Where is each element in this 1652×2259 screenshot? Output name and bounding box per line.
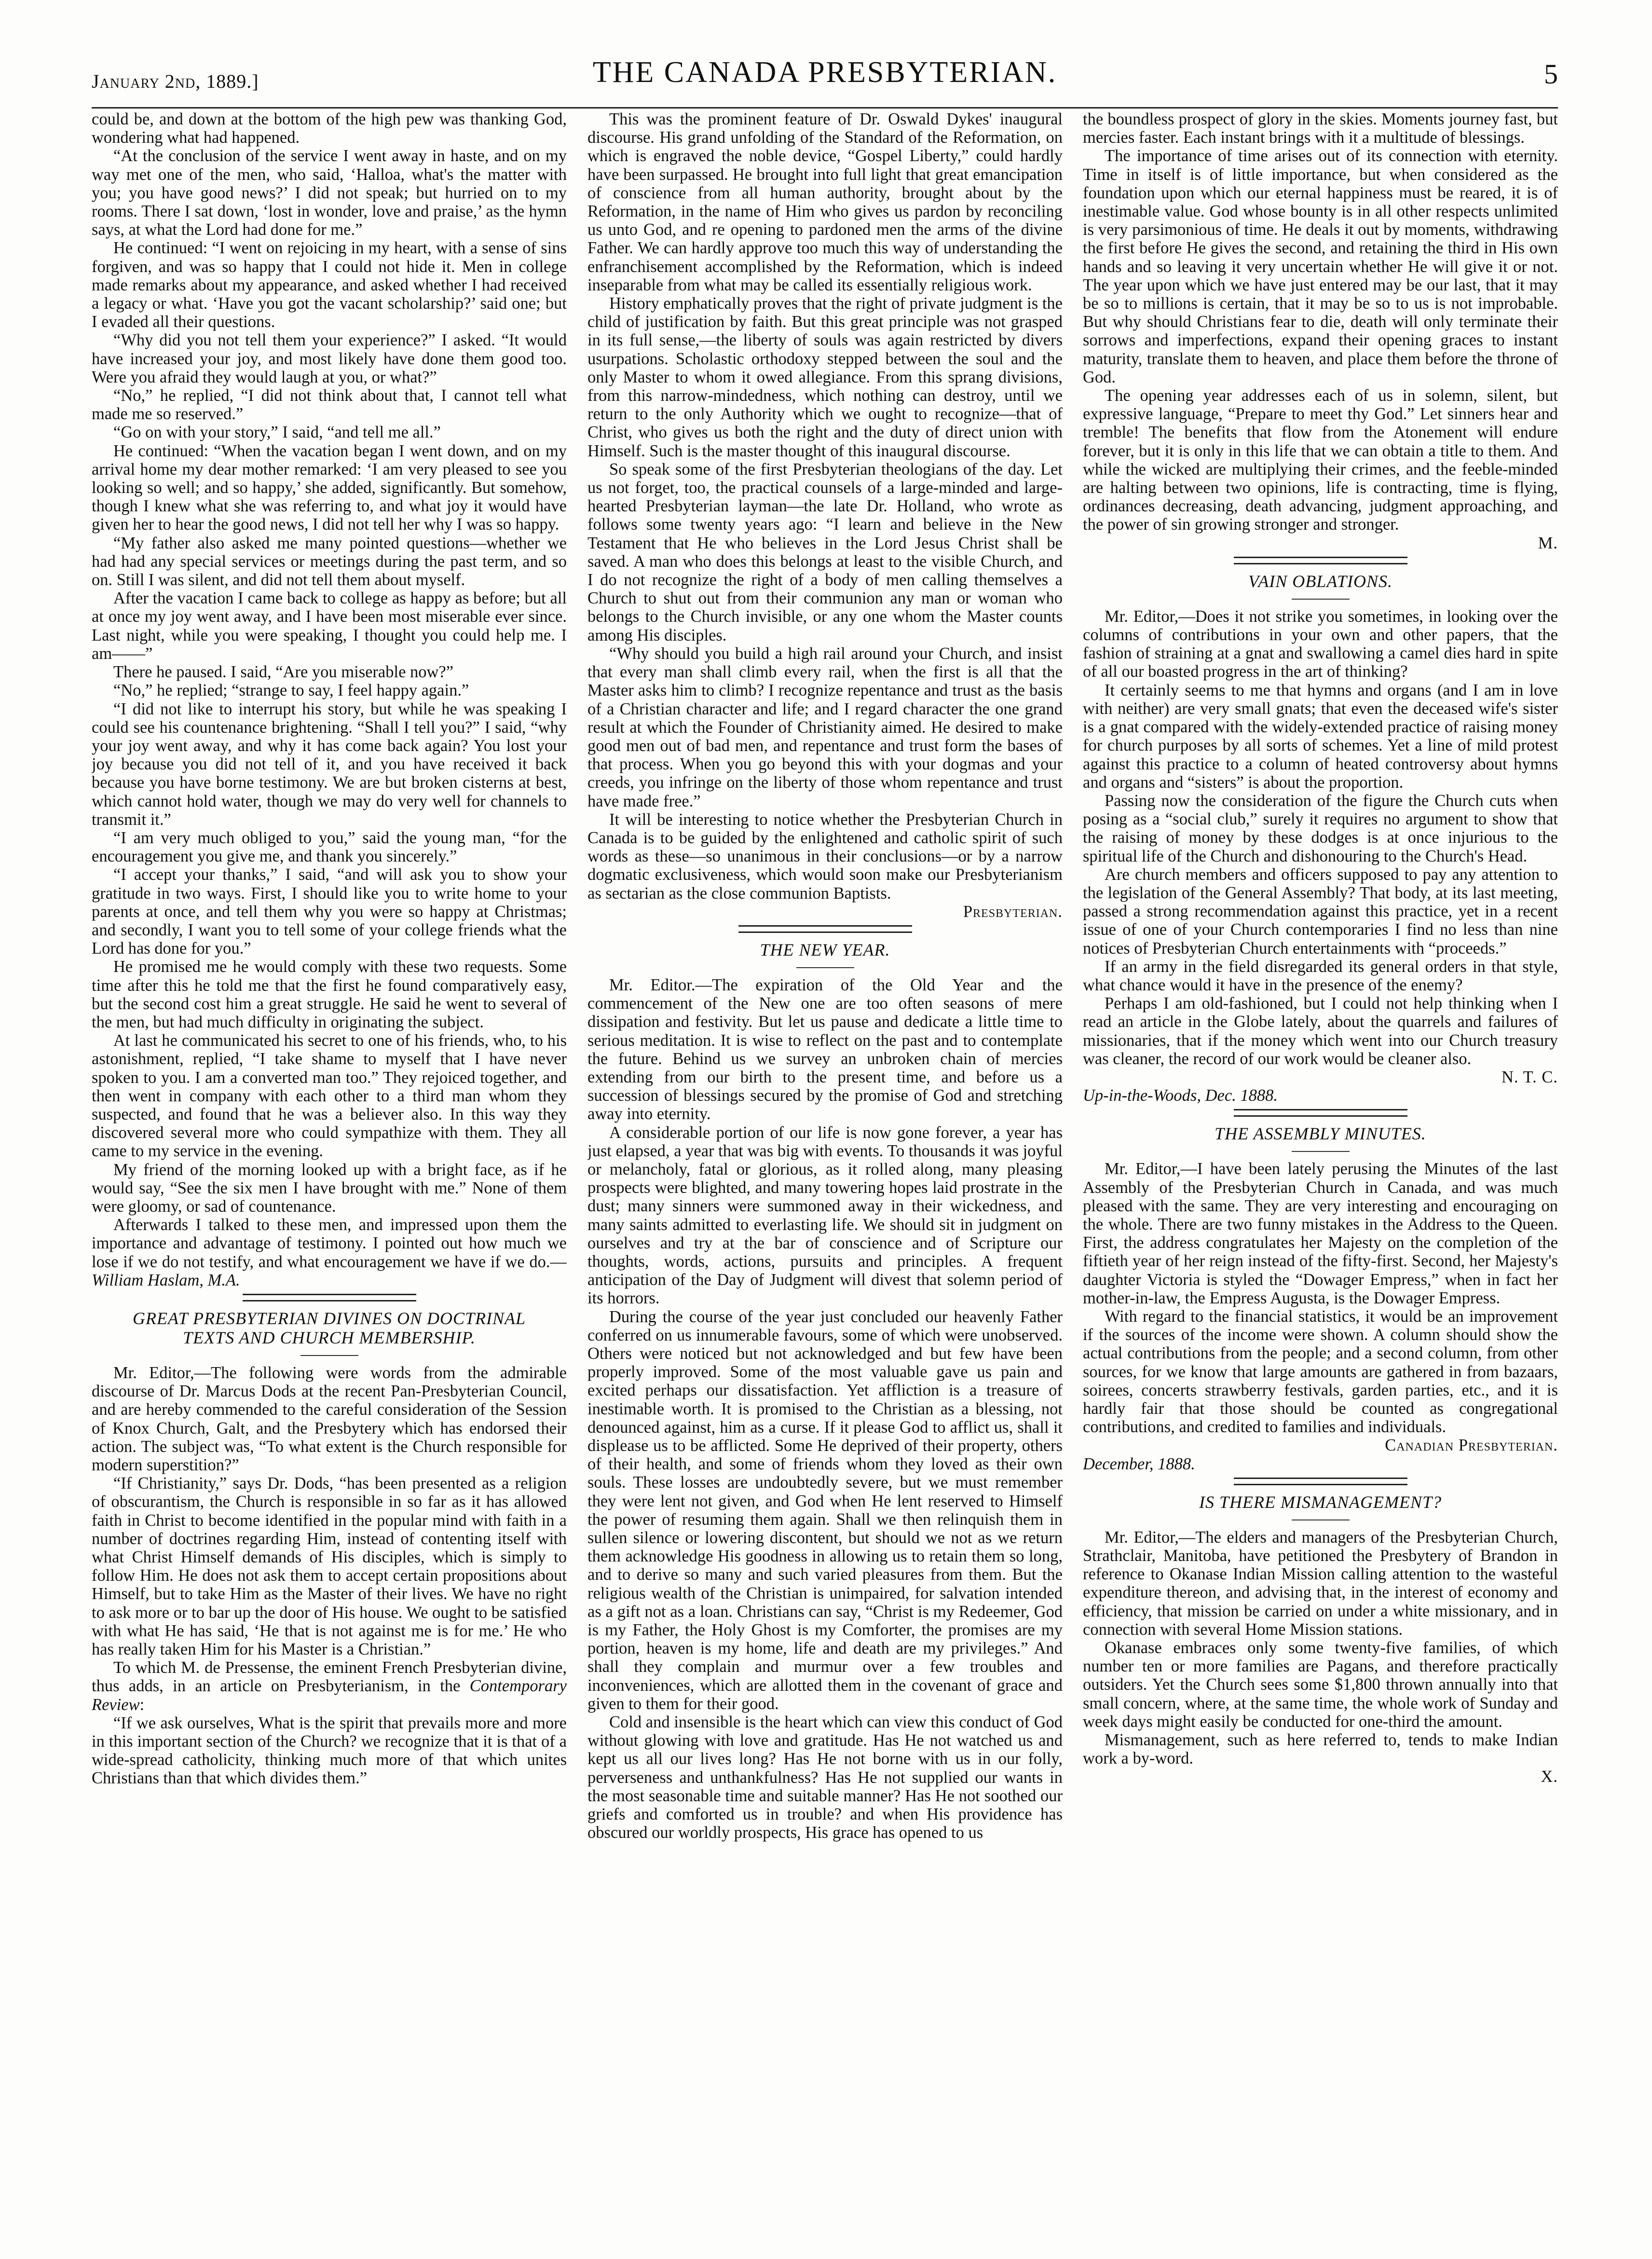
paragraph: To which M. de Pressense, the eminent French Presbyterian divine, thus adds, in an article on Presbyterianism, in the Contemporary Review: — [92, 1658, 567, 1714]
section-separator — [1083, 1105, 1558, 1121]
paragraph: Mr. Editor.—The expiration of the Old Year and the commencement of the New one are too often seasons of mere dissipation and festivity. But let us pause and dedicate a little time to serious meditation. It is wise to reflect on the past and to contemplate the future. Behind us we survey an unbroken chain of mercies extending from our birth to the present time, and before us a succession of blessings secured by the promise of God and stretching away into eternity. — [587, 975, 1063, 1123]
paragraph: If an army in the field disregarded its general orders in that style, what chance would it have in the presence of the enemy? — [1083, 957, 1558, 994]
paragraph: Okanase embraces only some twenty-five families, of which number ten or more families are Pagans, and therefore practically outsiders. Yet the Church sees some $1,800 thrown annually into that small concern, where, at the same time, the whole work of Sunday and week days might easily be conducted for one-third the amount. — [1083, 1639, 1558, 1731]
author-signature: X. — [1541, 1767, 1558, 1786]
paragraph: It certainly seems to me that hymns and organs (and I am in love with neither) are very small gnats; that even the deceased wife's sister is a gnat compared with the widely-extended practice of raising money for church purposes by all sorts of schemes. Yet a line of mild protest against this practice to a column of heated controversy about hymns and organs and “sisters” is about the proportion. — [1083, 681, 1558, 792]
paragraph: The importance of time arises out of its connection with eternity. Time in itself is of little importance, but when considered as the foundation upon which our eternal happiness must be reared, it is of inestimable value. God whose bounty is in all other respects unlimited is very parsimonious of time. He deals it out by moments, withdrawing the first before He gives the second, and retaining the third in His own hands and so leaving it very uncertain whether He will give it or not. The year upon which we have just entered may be our last, that it may be so to millions is certain, that it may be so to us is not improbable. But why should Christians fear to die, death will only terminate their sorrows and imperfections, expand their opening graces to instant maturity, translate them to heaven, and place them before the throne of God. — [1083, 147, 1558, 386]
article-heading: THE ASSEMBLY MINUTES. — [1215, 1124, 1426, 1144]
paragraph: “If Christianity,” says Dr. Dods, “has been presented as a religion of obscurantism, the Church is responsible in so far as it has allowed faith in Christ to become identified in the popular mind with faith in a number of doctrines regarding Him, instead of contenting itself with what Christ Himself demands of His disciples, which is simply to follow Him. He does not ask them to accept certain propositions about Himself, but to take Him as the Master of their lives. We have no right to ask more or to bar up the door of His house. We ought to be satisfied with what He has said, ‘He that is not against me is for me.’ He who has really taken Him for his Master is a Christian.” — [92, 1474, 567, 1659]
dateline: December, 1888. — [1083, 1454, 1195, 1473]
author-signature: William Haslam, M.A. — [92, 1271, 240, 1289]
author-signature: N. T. C. — [1502, 1068, 1558, 1086]
paragraph: “Why did you not tell them your experience?” I asked. “It would have increased your joy, and most likely have done them good too. Were you afraid they would laugh at you, or what?” — [92, 331, 567, 386]
paragraph: Perhaps I am old-fashioned, but I could not help thinking when I read an article in the Globe lately, about the quarrels and failures of missionaries, that if the money which went into our Church treasury was cleaner, the record of our work would be cleaner also. — [1083, 994, 1558, 1068]
paragraph: Mismanagement, such as here referred to, tends to make Indian work a by-word. — [1083, 1731, 1558, 1768]
paragraph-text: To which M. de Pressense, the eminent French Presbyterian divine, thus adds, in an article on Presbyterianism, in the — [92, 1658, 567, 1696]
paragraph: This was the prominent feature of Dr. Oswald Dykes' inaugural discourse. His grand unfolding of the Standard of the Reformation, on which is engraved the noble device, “Gospel Liberty,” could hardly have been surpassed. He brought into full light that great emancipation of conscience from all human authority, brought about by the Reformation, in the name of Him who gives us pardon by reconciling us unto God, and re opening to pardoned men the arms of the divine Father. We can hardly approve too much this way of understanding the enfranchisement accomplished by the Reformation, which is indeed inseparable from what may be called its essentially religious work. — [587, 110, 1063, 294]
article-heading: VAIN OBLATIONS. — [1248, 571, 1393, 591]
paragraph: With regard to the financial statistics, it would be an improvement if the sources of the income were shown. A column should show the actual contributions from the people; and a second column, from other sources, for we know that large amounts are gathered in from bazaars, soirees, concerts strawberry festivals, garden parties, etc., and it is hardly fair that those should be counted as congregational contributions, and credited to families and individuals. — [1083, 1307, 1558, 1437]
paragraph: He promised me he would comply with these two requests. Some time after this he told me that the first he found comparatively easy, but the second cost him a great struggle. He said he went to several of the men, but had much difficulty in originating the subject. — [92, 958, 567, 1031]
paragraph: could be, and down at the bottom of the high pew was thanking God, wondering what had happened. — [92, 110, 567, 147]
heading-rule — [1083, 1517, 1558, 1523]
paragraph-text: Afterwards I talked to these men, and impressed upon them the importance and advantage of testimony. I pointed out how much we lose if we do not testify, and what encouragement we have if we do.— — [92, 1216, 567, 1271]
dateline: Up-in-the-Woods, Dec. 1888. — [1083, 1086, 1278, 1105]
paragraph: After the vacation I came back to college as happy as before; but all at once my joy went away, and I have been most miserable ever since. Last night, while you were speaking, I thought you could help me. I am——” — [92, 589, 567, 663]
paragraph: “I did not like to interrupt his story, but while he was speaking I could see his countenance brightening. “Shall I tell you?” I said, “why your joy went away, and why it has come back again? You lost your joy because you did not tell of it, and you have received it back because you have borne testimony. We are but broken cisterns at best, which cannot hold water, though we may do very well for channels to transmit it.” — [92, 699, 567, 829]
section-separator — [1083, 1473, 1558, 1490]
paragraph: “No,” he replied, “I did not think about that, I cannot tell what made me so reserved.” — [92, 386, 567, 424]
paragraph: “My father also asked me many pointed questions—whether we had had any special services or meetings during the past term, and so on. Still I was silent, and did not tell them about myself. — [92, 534, 567, 589]
paragraph — [92, 1216, 567, 1289]
paragraph: “I accept your thanks,” I said, “and will ask you to show your gratitude in two ways. First, I should like you to write home to your parents at once, and tell them why you were so happy at Christmas; and secondly, I want you to tell some of your college friends what the Lord has done for you.” — [92, 865, 567, 958]
paragraph: He continued: “When the vacation began I went down, and on my arrival home my dear mother remarked: ‘I am very pleased to see you looking so well; and so happy,’ she added, significantly. But somehow, though I knew what she was referring to, and what joy it would have given her to hear the good news, I did not tell her why I was so happy. — [92, 441, 567, 534]
paragraph: Are church members and officers supposed to pay any attention to the legislation of the General Assembly? That body, at its last meeting, passed a strong recommendation against this practice, yet in a recent issue of one of your Church contemporaries I find no less than nine notices of Presbyterian Church entertainments with “proceeds.” — [1083, 865, 1558, 958]
heading-rule — [1083, 1148, 1558, 1155]
heading-rule — [92, 1352, 567, 1359]
author-signature: M. — [1538, 534, 1558, 552]
paragraph: “No,” he replied; “strange to say, I feel happy again.” — [113, 681, 469, 700]
paragraph: “Why should you build a high rail around your Church, and insist that every man shall climb every rail, when the first is all that the Master asks him to climb? I recognize repentance and trust as the basis of a Christian character and life; and I regard character the one grand result at which the Founder of Christianity aimed. He desired to make good men out of bad men, and repentance and trust form the bases of that process. When you go beyond this with your dogmas and your creeds, you infringe on the liberty of those whom repentance and trust have made free.” — [587, 644, 1063, 810]
paragraph: “I am very much obliged to you,” said the young man, “for the encouragement you give me, and thank you sincerely.” — [92, 828, 567, 866]
paragraph: Mr. Editor,—The following were words from the admirable discourse of Dr. Marcus Dods at the recent Pan-Presbyterian Council, and are hereby commended to the careful consideration of the Session of Knox Church, Galt, and the Presbytery which has endorsed their action. The subject was, “To what extent is the Church responsible for modern superstition?” — [92, 1364, 567, 1475]
paragraph: “Go on with your story,” I said, “and tell me all.” — [113, 423, 441, 442]
paragraph: It will be interesting to notice whether the Presbyterian Church in Canada is to be guided by the enlightened and catholic spirit of such words as these—so unanimous in their conclusions—or by a narrow dogmatic exclusiveness, which would soon make our Presbyterianism as sectarian as the close communion Baptists. — [587, 810, 1063, 903]
paragraph: A considerable portion of our life is now gone forever, a year has just elapsed, a year that was big with events. To thousands it was joyful or melancholy, fatal or glorious, as it rolled along, many pleasing prospects were blighted, and many towering hopes laid prostrate in the dust; many sinners were summoned away in their wickedness, and many saints admitted to everlasting life. We should sit in judgment on ourselves and try at the bar of conscience and of Scripture our thoughts, words, actions, pursuits and principles. A frequent anticipation of the Day of Judgment will divest that solemn period of its horrors. — [587, 1123, 1063, 1308]
section-separator — [587, 921, 1063, 937]
paragraph: Cold and insensible is the heart which can view this conduct of God without glowing with love and gratitude. Has He not watched us and kept us all our lives long? Has He not borne with us in our folly, perverseness and unthankfulness? Has He not supplied our wants in the most seasonable time and suitable manner? Has He not soothed our griefs and comforted us in trouble? and when His providence has obscured our worldly prospects, His grace has opened to us — [587, 1713, 1063, 1842]
paragraph: Mr. Editor,—Does it not strike you sometimes, in looking over the columns of contributions in your own and other papers, that the fashion of straining at a gnat and swallowing a camel dies hard in spite of all our boasted progress in the art of thinking? — [1083, 607, 1558, 681]
paragraph: “If we ask ourselves, What is the spirit that prevails more and more in this important section of the Church? we recognize that it is that of a wide-spread catholicity, thinking much more of that which unites Christians than that which divides them.” — [92, 1713, 567, 1788]
paragraph: Mr. Editor,—I have been lately perusing the Minutes of the last Assembly of the Presbyterian Church in Canada, and was much pleased with the same. They are very interesting and encouraging on the whole. There are two funny mistakes in the Address to the Queen. First, the address congratulates her Majesty on the completion of the fiftieth year of her reign instead of the fifty-first. Second, her Majesty's daughter Victoria is styled the “Dowager Empress,” when in fact her mother-in-law, the Empress Augusta, is the Dowager Empress. — [1083, 1160, 1558, 1307]
column-1 — [92, 110, 567, 2232]
paragraph: Passing now the consideration of the figure the Church cuts when posing as a “social club,” surely it requires no argument to show that the raising of money by these dodges is at once injurious to the spiritual life of the Church and dishonouring to the Church's Head. — [1083, 791, 1558, 865]
paragraph: History emphatically proves that the right of private judgment is the child of justification by faith. But this great principle was not grasped in its full sense,—the liberty of souls was again restricted by divers usurpations. Scholastic orthodoxy stepped between the soul and the only Master to whom it owed allegiance. From this sprang divisions, from this narrow-mindedness, which nothing can destroy, until we return to the only Authority which we ought to recognize—that of Christ, who gives us both the right and the duty of direct union with Himself. Such is the master thought of this inaugural discourse. — [587, 294, 1063, 460]
page-number: 5 — [1544, 58, 1558, 90]
article-heading: THE NEW YEAR. — [760, 940, 890, 959]
paragraph: My friend of the morning looked up with a bright face, as if he would say, “See the six men I have brought with me.” None of them were gloomy, or sad of countenance. — [92, 1160, 567, 1216]
paragraph: the boundless prospect of glory in the skies. Moments journey fast, but mercies faster. Each instant brings with it a multitude of blessings. — [1083, 110, 1558, 147]
publication-title: Contemporary Review — [92, 1677, 567, 1714]
heading-rule — [587, 964, 1063, 971]
column-3 — [1083, 110, 1558, 2232]
issue-date: January 2nd, 1889.] — [92, 70, 259, 92]
author-signature: Canadian Presbyterian. — [1385, 1436, 1558, 1455]
paragraph: There he paused. I said, “Are you miserable now?” — [113, 663, 454, 682]
section-separator — [92, 1289, 567, 1306]
paragraph: “At the conclusion of the service I went away in haste, and on my way met one of the men, who said, ‘Halloa, what's the matter with you; you have good news?’ I did not speak; but hurried on to my rooms. There I sat down, ‘lost in wonder, love and praise,’ as the hymn says, at what the Lord had done for me.” — [92, 147, 567, 239]
page-header — [92, 48, 1558, 106]
article-heading: IS THERE MISMANAGEMENT? — [1199, 1492, 1442, 1512]
paragraph: Mr. Editor,—The elders and managers of the Presbyterian Church, Strathclair, Manitoba, have petitioned the Presbytery of Brandon in reference to Okanase Indian Mission calling attention to the wasteful expenditure thereon, and advising that, in the interest of economy and efficiency, that mission be carried on under a white missionary, and in connection with several Home Mission stations. — [1083, 1528, 1558, 1639]
section-separator — [1083, 552, 1558, 569]
paragraph: He continued: “I went on rejoicing in my heart, with a sense of sins forgiven, and was so happy that I could not hide it. Men in college made remarks about my appearance, and asked whether I had received a legacy or what. ‘Have you got the vacant scholarship?’ said one; but I evaded all their questions. — [92, 239, 567, 331]
author-signature: Presbyterian. — [963, 902, 1063, 921]
paragraph: At last he communicated his secret to one of his friends, who, to his astonishment, replied, “I take shame to myself that I have never spoken to you. I am a converted man too.” They rejoiced together, and then went in company with each other to a third man whom they suspected, and found that he was a believer also. In this way they discovered several more who could sympathize with them. They all came to my service in the evening. — [92, 1031, 567, 1161]
masthead-title: THE CANADA PRESBYTERIAN. — [592, 56, 1057, 89]
paragraph: The opening year addresses each of us in solemn, silent, but expressive language, “Prepare to meet thy God.” Let sinners hear and tremble! The benefits that flow from the Atonement will endure forever, but it is only in this life that we can obtain a title to them. And while the wicked are multiplying their crimes, and the feeble-minded are halting between two opinions, life is contracting, time is flying, ordinances decreasing, death advancing, judgment approaching, and the power of sin growing stronger and stronger. — [1083, 386, 1558, 534]
heading-rule — [1083, 596, 1558, 602]
paragraph: So speak some of the first Presbyterian theologians of the day. Let us not forget, too, the practical counsels of a large-minded and large-hearted Presbyterian layman—the late Dr. Holland, who wrote as follows some twenty years ago: “I learn and believe in the New Testament that He who believes in the Lord Jesus Christ shall be saved. A man who does this belongs at least to the visible Church, and I do not recognize the right of a body of men calling themselves a Church to shut out from their communion any man or woman who belongs to the Church invisible, or any one whom the Master counts among His disciples. — [587, 460, 1063, 644]
paragraph: During the course of the year just concluded our heavenly Father conferred on us innumerable favours, some of which were unobserved. Others were noticed but not acknowledged and but few have been properly improved. Some of the most valuable gave us pain and excited perhaps our dissatisfaction. Yet affliction is a treasure of inestimable worth. It is promised to the Christian as a blessing, not denounced against, him as a curse. If it please God to afflict us, shall it displease us to be afflicted. Some He deprived of their property, others of their health, and some of friends whom they loved as their own souls. These losses are undoubtedly severe, but we must remember they were lent not given, and God when He lent reserved to Himself the power of resuming them again. Shall we then relinquish them in sullen silence or lowering discontent, but should we not as we return them acknowledge His goodness in allowing us to retain them so long, and to derive so many and such varied pleasures from them. But the religious wealth of the Christian is unimpaired, for salvation intended as a gift not as a loan. Christians can say, “Christ is my Redeemer, God is my Father, the Holy Ghost is my Comforter, the promises are my portion, heaven is my home, life and death are my privileges.” And shall they complain and murmur over a few troubles and inconveniences, which are allotted them in the covenant of grace and given to them for their good. — [587, 1307, 1063, 1713]
article-heading: GREAT PRESBYTERIAN DIVINES ON DOCTRINAL TEXTS AND CHURCH MEMBERSHIP. — [133, 1309, 526, 1347]
column-2 — [587, 110, 1063, 2232]
header-rule — [92, 107, 1558, 109]
